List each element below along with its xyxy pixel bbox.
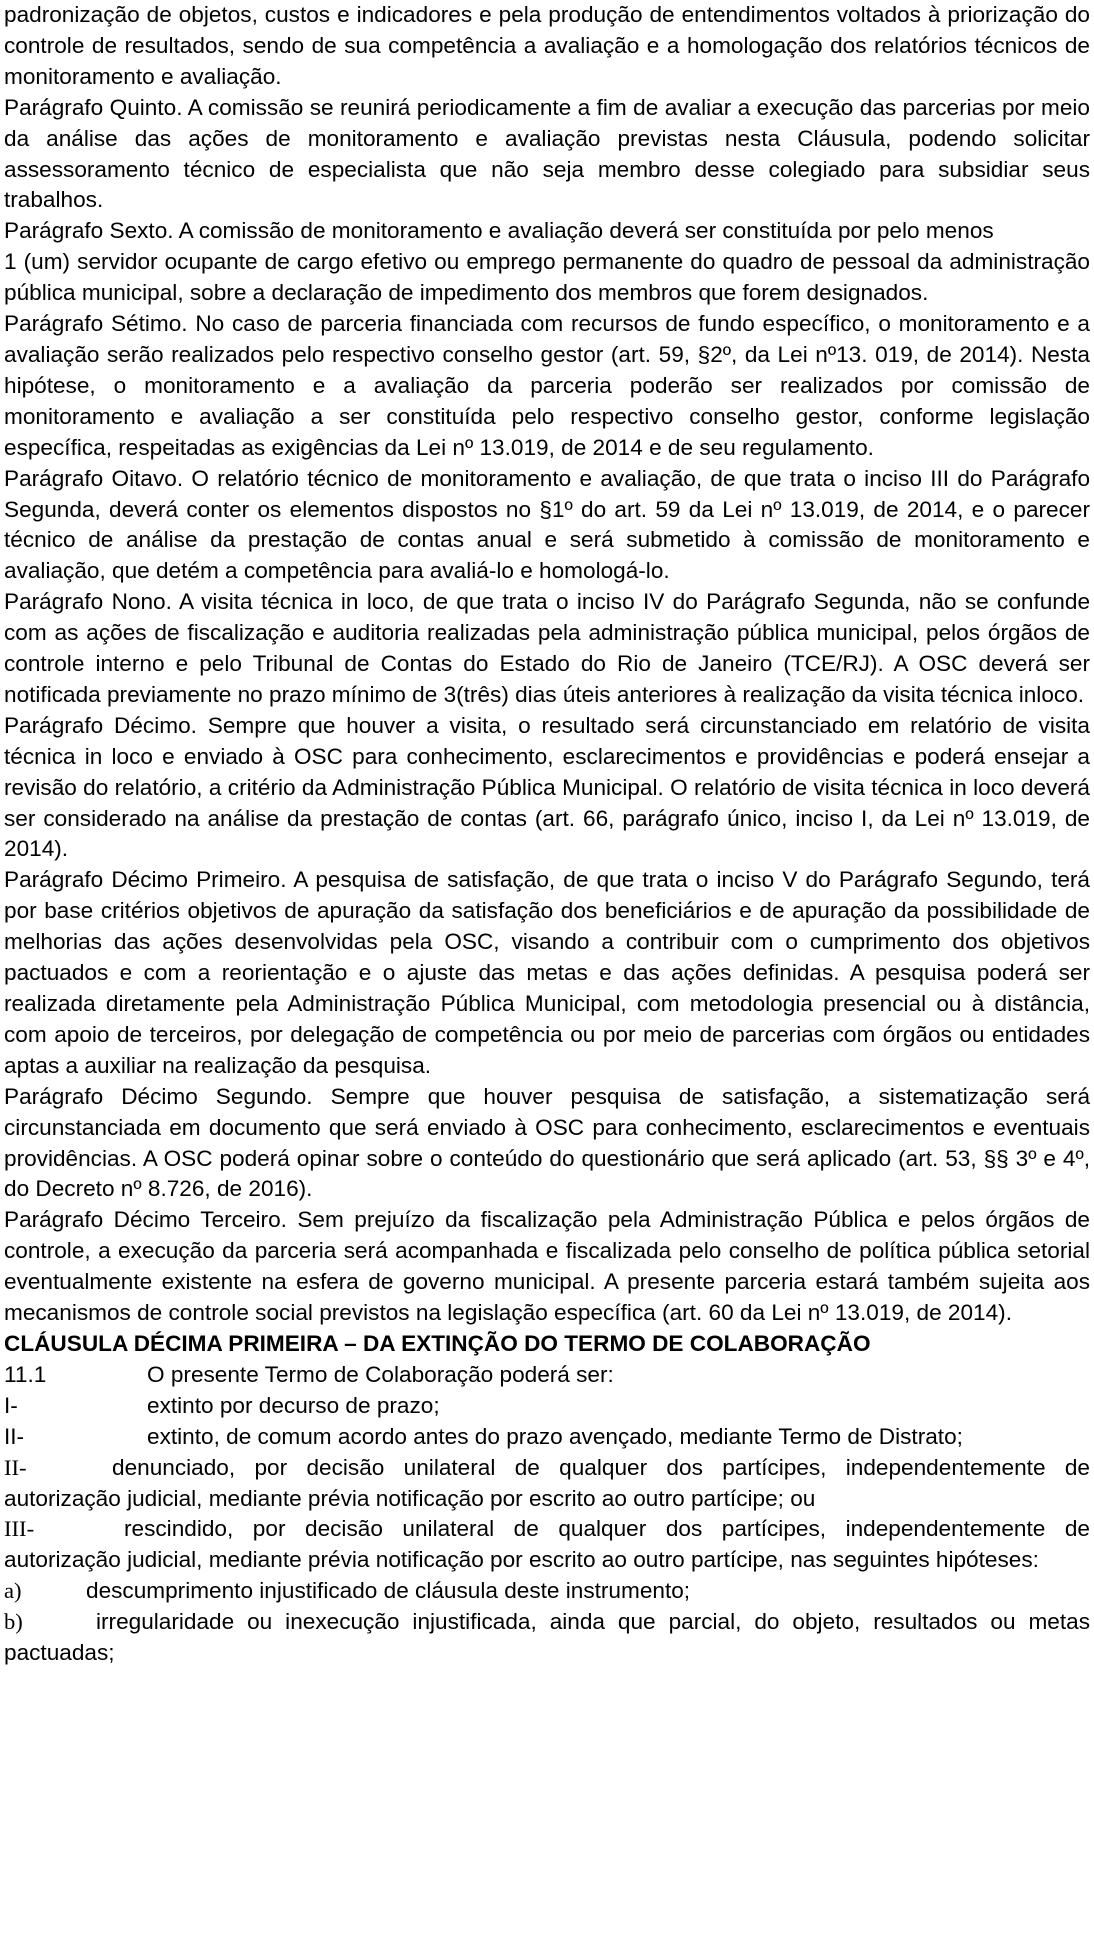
paragraph-text: O relatório técnico de monitoramento e avaliação, de que trata o inciso III do Parágrafo Segunda, deverá conter os elementos dispostos no §1º do art. 59 da Lei nº 13.019, de 2014, e o parecer técnico de análise da prestação de contas anual e será submetido à comissão de monitoramento e avaliação, que detém a competência para avaliá-lo e homologá-lo.	[4, 465, 1091, 584]
paragraph-oitavo	[4, 464, 1090, 588]
paragraph-sexto	[4, 216, 1090, 247]
paragraph-setimo	[4, 309, 1090, 464]
paragraph-label: Parágrafo Nono.	[4, 589, 172, 615]
paragraph-label: Parágrafo Quinto.	[4, 94, 183, 120]
paragraph-intro	[4, 0, 1090, 93]
item-text: extinto, de comum acordo antes do prazo avençado, mediante Termo de Distrato;	[147, 1423, 963, 1449]
paragraph-nono	[4, 587, 1090, 711]
paragraph-label: Parágrafo Décimo.	[4, 712, 197, 738]
paragraph-text: padronização de objetos, custos e indicadores e pela produção de entendimentos voltados à priorização do controle de resultados, sendo de sua competência a avaliação e a homologação dos relatórios técnicos de monitoramento e avaliação.	[4, 2, 1090, 89]
paragraph-text: Sempre que houver a visita, o resultado será circunstanciado em relatório de visita técnica in loco e enviado à OSC para conhecimento, esclarecimentos e providências e poderá ensejar a revisão do relatório, a critério da Administração Pública Municipal. O relatório de visita técnica in loco deverá ser considerado na análise da prestação de contas (art. 66, parágrafo único, inciso I, da Lei nº 13.019, de 2014).	[4, 712, 1091, 862]
item-ii	[4, 1422, 1090, 1453]
item-label: b)	[4, 1609, 23, 1635]
item-label: 11.1	[4, 1361, 47, 1387]
item-i	[4, 1391, 1090, 1422]
paragraph-text: A comissão de monitoramento e avaliação deverá ser constituída por pelo menos	[178, 218, 994, 244]
item-label: II-	[4, 1454, 27, 1480]
clause-heading: CLÁUSULA DÉCIMA PRIMEIRA – DA EXTINÇÃO DO TERMO DE COLABORAÇÃO	[4, 1330, 871, 1356]
paragraph-text: A visita técnica in loco, de que trata o inciso IV do Parágrafo Segunda, não se confunde com as ações de fiscalização e auditoria realizadas pela administração pública municipal, pelos órgãos de controle interno e pelo Tribunal de Contas do Estado do Rio de Janeiro (TCE/RJ). A OSC deverá ser notificada previamente no prazo mínimo de 3(três) dias úteis anteriores à realização da visita técnica inloco.	[4, 589, 1091, 707]
item-b	[4, 1607, 1090, 1669]
item-label: I-	[4, 1392, 18, 1418]
paragraph-decimo-terceiro	[4, 1205, 1090, 1329]
paragraph-quinto	[4, 93, 1090, 217]
item-text: descumprimento injustificado de cláusula deste instrumento;	[86, 1578, 691, 1604]
item-label: III-	[4, 1516, 35, 1542]
item-11-1	[4, 1360, 1090, 1391]
paragraph-label: Parágrafo Sexto.	[4, 218, 174, 244]
paragraph-label: Parágrafo Décimo Primeiro.	[4, 867, 287, 893]
paragraph-decimo-segundo	[4, 1082, 1090, 1206]
paragraph-text: A comissão se reunirá periodicamente a fim de avaliar a execução das parcerias por meio da análise das ações de monitoramento e avaliação previstas nesta Cláusula, podendo solicitar assessoramento técnico de especialista que não seja membro desse colegiado para subsidiar seus trabalhos.	[4, 94, 1090, 213]
item-iii	[4, 1514, 1090, 1576]
paragraph-sexto-continuation	[4, 247, 1090, 309]
paragraph-text: No caso de parceria financiada com recursos de fundo específico, o monitoramento e a avaliação serão realizados pelo respectivo conselho gestor (art. 59, §2º, da Lei nº13. 019, de 2014). Nesta hipótese, o monitoramento e a avaliação da parceria poderão ser realizados por comissão de monitoramento e avaliação a ser constituída pelo respectivo conselho gestor, conforme legislação específica, respeitadas as exigências da Lei nº 13.019, de 2014 e de seu regulamento.	[4, 311, 1090, 460]
item-text: irregularidade ou inexecução injustificada, ainda que parcial, do objeto, resultados ou metas pactuadas;	[4, 1609, 1090, 1666]
item-text: extinto por decurso de prazo;	[147, 1392, 440, 1418]
item-label: a)	[4, 1578, 22, 1604]
paragraph-decimo-primeiro	[4, 865, 1090, 1081]
item-a	[4, 1576, 1090, 1607]
paragraph-text: Sempre que houver pesquisa de satisfação, a sistematização será circunstanciada em documento que será enviado à OSC para conhecimento, esclarecimentos e eventuais providências. A OSC poderá opinar sobre o conteúdo do questionário que será aplicado (art. 53, §§ 3º e 4º, do Decreto nº 8.726, de 2016).	[4, 1083, 1091, 1202]
item-ii-denunciado	[4, 1453, 1090, 1515]
paragraph-text: A pesquisa de satisfação, de que trata o inciso V do Parágrafo Segundo, terá por base critérios objetivos de apuração da satisfação dos beneficiários e de apuração da possibilidade de melhorias das ações desenvolvidas pela OSC, visando a contribuir com o cumprimento dos objetivos pactuados e com a reorientação e o ajuste das metas e das ações definidas. A pesquisa poderá ser realizada diretamente pela Administração Pública Municipal, com metodologia presencial ou à distância, com apoio de terceiros, por delegação de competência ou por meio de parcerias com órgãos ou entidades aptas a auxiliar na realização da pesquisa.	[4, 867, 1090, 1078]
paragraph-label: Parágrafo Décimo Segundo.	[4, 1083, 313, 1109]
paragraph-label: Parágrafo Oitavo.	[4, 465, 184, 491]
paragraph-label: Parágrafo Décimo Terceiro.	[4, 1207, 287, 1233]
item-text: O presente Termo de Colaboração poderá ser:	[147, 1361, 614, 1387]
paragraph-label: Parágrafo Sétimo.	[4, 311, 188, 337]
paragraph-decimo	[4, 711, 1090, 866]
item-label: II-	[4, 1423, 25, 1449]
item-text: rescindido, por decisão unilateral de qualquer dos partícipes, independentemente de autorização judicial, mediante prévia notificação por escrito ao outro partícipe, nas seguintes hipóteses:	[4, 1516, 1090, 1573]
paragraph-text: 1 (um) servidor ocupante de cargo efetivo ou emprego permanente do quadro de pessoal da administração pública municipal, sobre a declaração de impedimento dos membros que forem designados.	[4, 249, 1090, 306]
paragraph-text: Sem prejuízo da fiscalização pela Administração Pública e pelos órgãos de controle, a execução da parceria será acompanhada e fiscalizada pelo conselho de política pública setorial eventualmente existente na esfera de governo municipal. A presente parceria estará também sujeita aos mecanismos de controle social previstos na legislação específica (art. 60 da Lei nº 13.019, de 2014).	[4, 1207, 1091, 1326]
item-text: denunciado, por decisão unilateral de qualquer dos partícipes, independentemente de autorização judicial, mediante prévia notificação por escrito ao outro partícipe; ou	[4, 1454, 1090, 1511]
